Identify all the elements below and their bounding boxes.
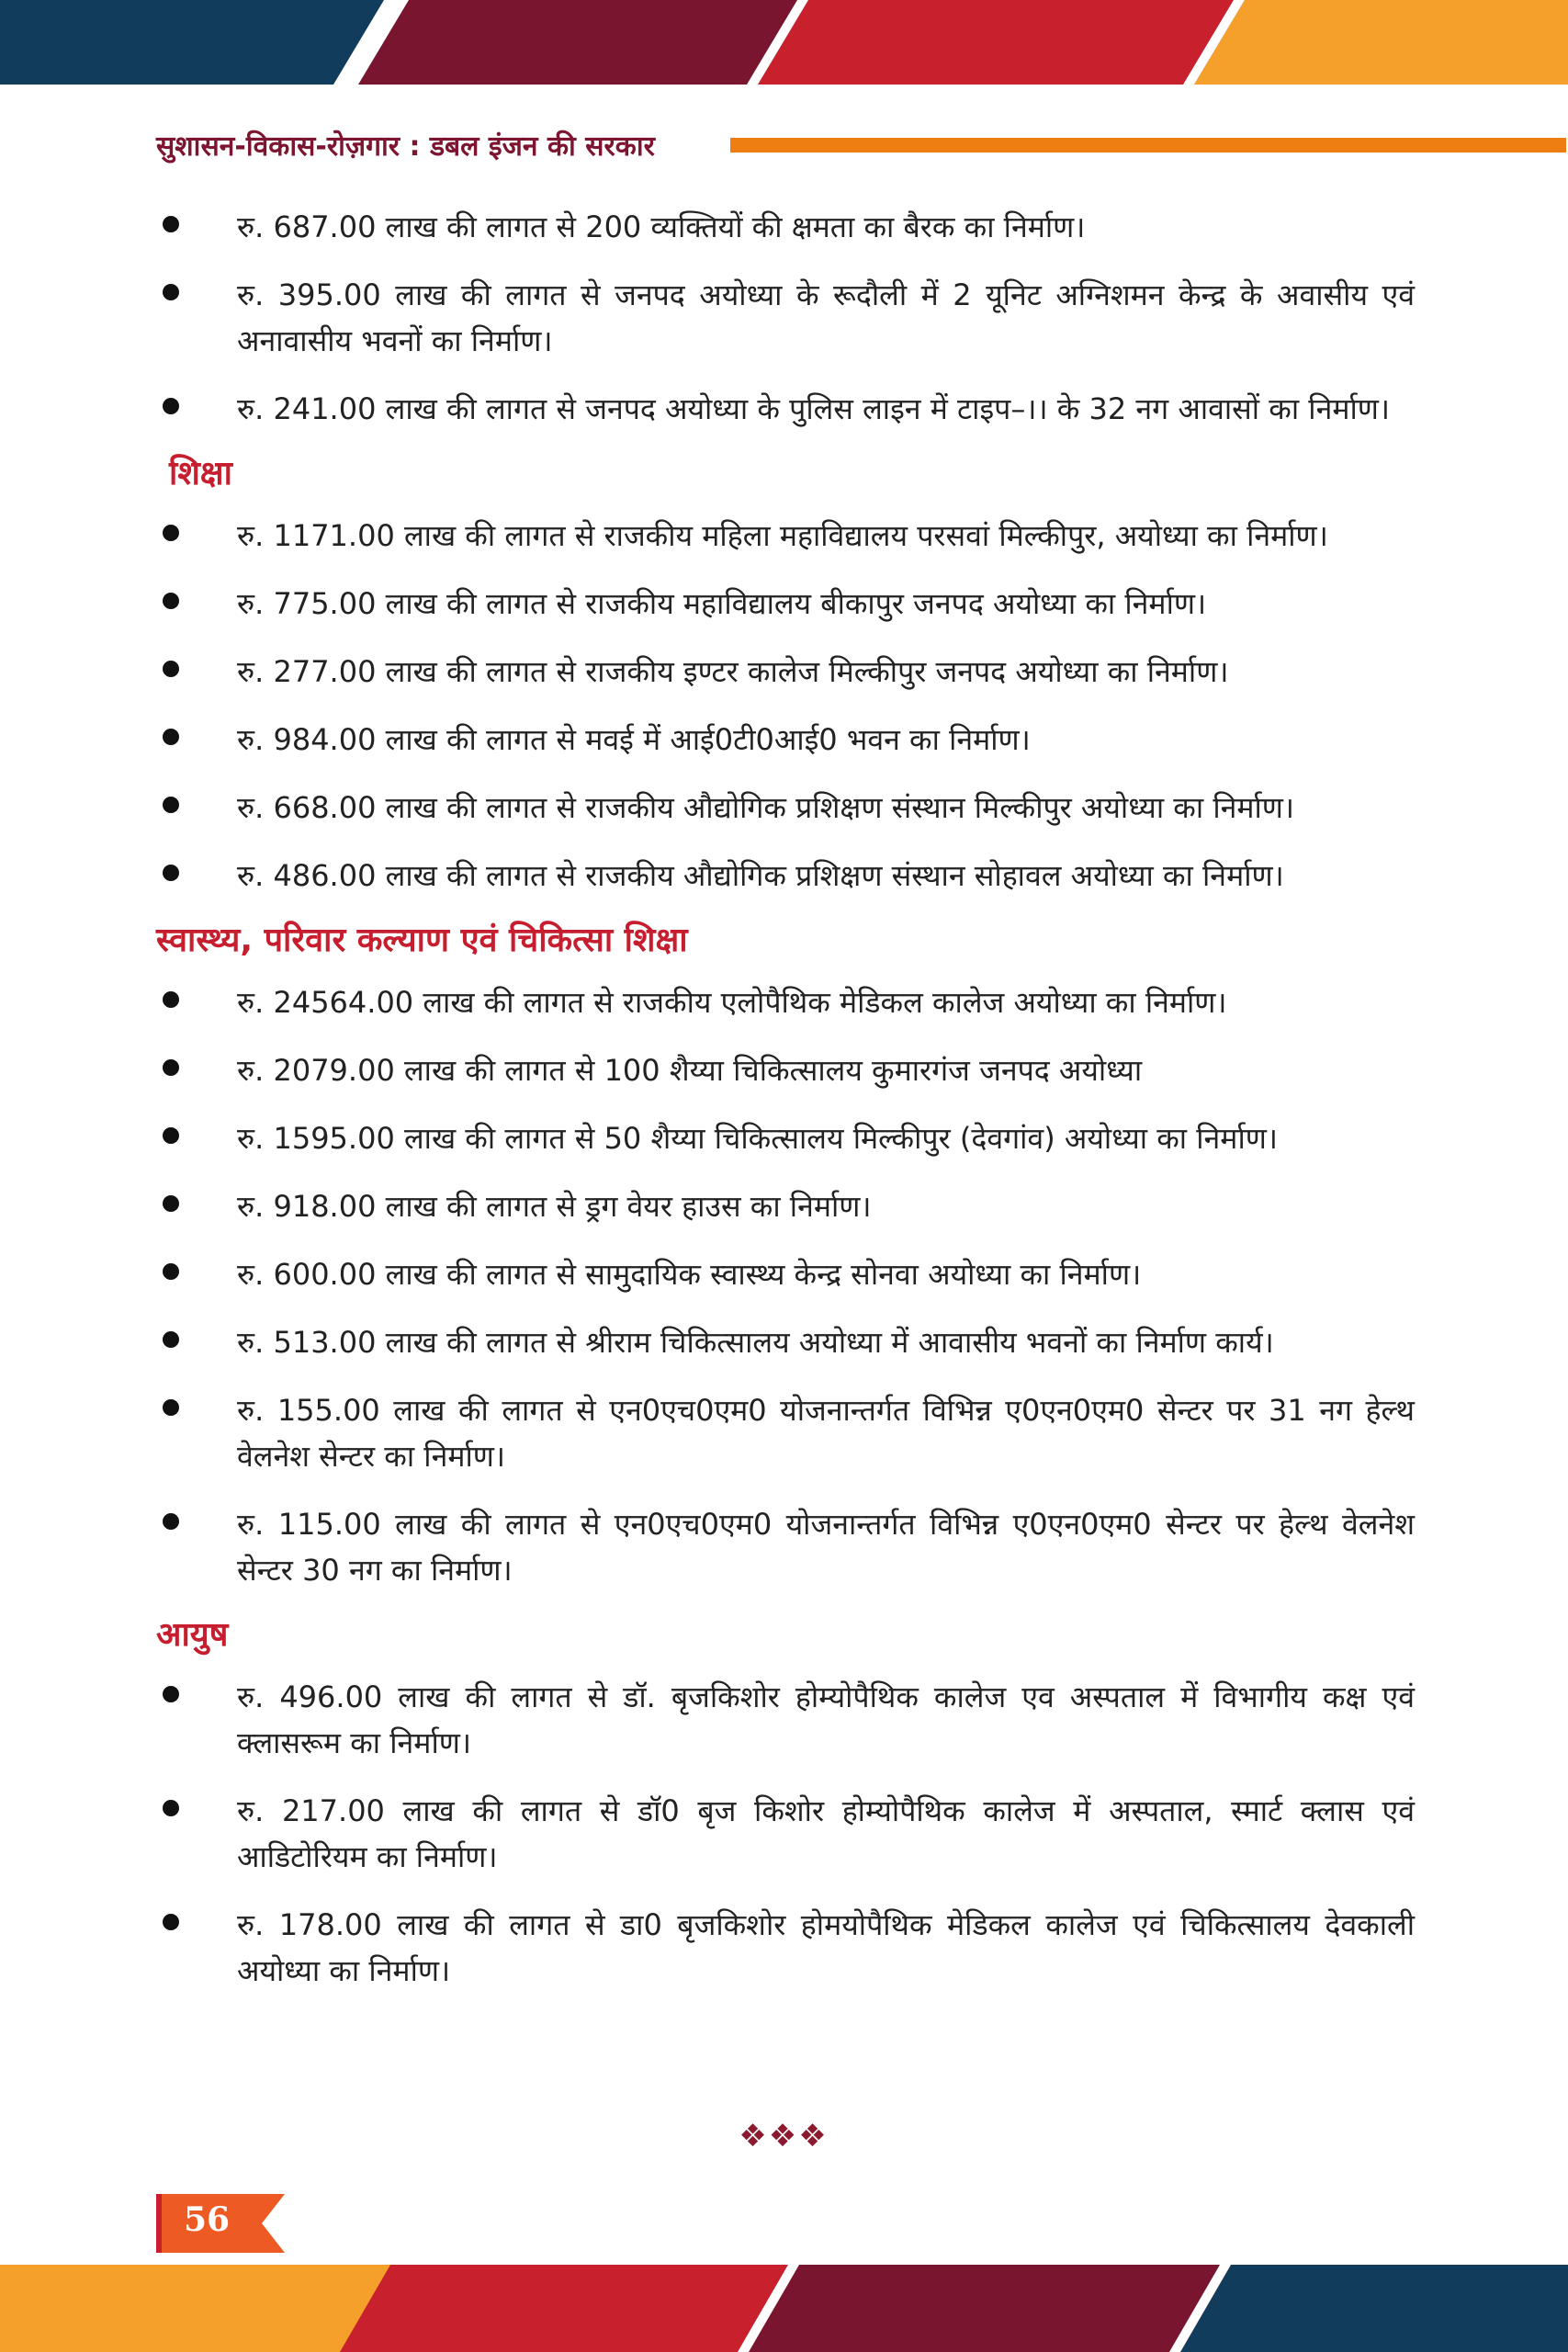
bullet-icon: [163, 593, 179, 609]
bullet-icon: [163, 991, 179, 1008]
list-item: रु. 984.00 लाख की लागत से मवई में आई0टी0आई0 भवन का निर्माण।: [156, 717, 1415, 763]
page-header: [156, 129, 1415, 165]
bullet-icon: [163, 1127, 179, 1144]
bullet-icon: [163, 1513, 179, 1530]
list-item: रु. 115.00 लाख की लागत से एन0एच0एम0 योजनान्तर्गत विभिन्न ए0एन0एम0 सेन्टर पर हेल्थ वेलनेश सेन्टर 30 नग का निर्माण।: [156, 1501, 1415, 1593]
main-content: [156, 204, 1415, 2016]
list-item: रु. 395.00 लाख की लागत से जनपद अयोध्या के रूदौली में 2 यूनिट अग्निशमन केन्द्र के अवासीय एवं अनावासीय भवनों का निर्माण।: [156, 272, 1415, 364]
bullet-icon: [163, 1800, 179, 1816]
bullet-icon: [163, 865, 179, 881]
education-list: [156, 513, 1415, 899]
bottom-color-band: [0, 2265, 1568, 2352]
section-heading-education: शिक्षा: [169, 455, 232, 492]
bullet-icon: [163, 661, 179, 677]
list-item: रु. 513.00 लाख की लागत से श्रीराम चिकित्सालय अयोध्या में आवासीय भवनों का निर्माण कार्य।: [156, 1319, 1415, 1365]
list-item: रु. 24564.00 लाख की लागत से राजकीय एलोपैथिक मेडिकल कालेज अयोध्या का निर्माण।: [156, 979, 1415, 1025]
list-item: रु. 178.00 लाख की लागत से डा0 बृजकिशोर होमयोपैथिक मेडिकल कालेज एवं चिकित्सालय देवकाली अयोध्या का निर्माण।: [156, 1902, 1415, 1994]
header-title: सुशासन-विकास-रोज़गार : डबल इंजन की सरकार: [156, 130, 655, 163]
intro-list: [156, 204, 1415, 432]
bullet-icon: [163, 729, 179, 745]
bullet-icon: [163, 1195, 179, 1212]
list-item: रु. 687.00 लाख की लागत से 200 व्यक्तियों की क्षमता का बैरक का निर्माण।: [156, 204, 1415, 250]
header-rule: [730, 138, 1566, 153]
list-item: रु. 486.00 लाख की लागत से राजकीय औद्योगिक प्रशिक्षण संस्थान सोहावल अयोध्या का निर्माण।: [156, 853, 1415, 899]
list-item: रु. 600.00 लाख की लागत से सामुदायिक स्वास्थ्य केन्द्र सोनवा अयोध्या का निर्माण।: [156, 1251, 1415, 1297]
top-color-band: [0, 0, 1568, 85]
list-item: रु. 241.00 लाख की लागत से जनपद अयोध्या के पुलिस लाइन में टाइप–।। के 32 नग आवासों का निर्माण।: [156, 386, 1415, 432]
list-item: रु. 668.00 लाख की लागत से राजकीय औद्योगिक प्रशिक्षण संस्थान मिल्कीपुर अयोध्या का निर्माण।: [156, 785, 1415, 831]
bullet-icon: [163, 1263, 179, 1280]
list-item: रु. 217.00 लाख की लागत से डॉ0 बृज किशोर होम्योपैथिक कालेज में अस्पताल, स्मार्ट क्लास एवं आडिटोरियम का निर्माण।: [156, 1788, 1415, 1880]
bullet-icon: [163, 398, 179, 414]
list-item: रु. 155.00 लाख की लागत से एन0एच0एम0 योजनान्तर्गत विभिन्न ए0एन0एम0 सेन्टर पर 31 नग हेल्थ वेलनेश सेन्टर का निर्माण।: [156, 1387, 1415, 1479]
bullet-icon: [163, 1686, 179, 1702]
bullet-icon: [163, 1331, 179, 1348]
ayush-list: [156, 1674, 1415, 1994]
list-item: रु. 2079.00 लाख की लागत से 100 शैय्या चिकित्सालय कुमारगंज जनपद अयोध्या: [156, 1047, 1415, 1093]
list-item: रु. 277.00 लाख की लागत से राजकीय इण्टर कालेज मिल्कीपुर जनपद अयोध्या का निर्माण।: [156, 649, 1415, 695]
section-heading-ayush: आयुष: [156, 1616, 229, 1654]
section-end-ornament: ❖❖❖: [739, 2118, 829, 2154]
health-list: [156, 979, 1415, 1593]
list-item: रु. 918.00 लाख की लागत से ड्रग वेयर हाउस का निर्माण।: [156, 1183, 1415, 1229]
list-item: रु. 1595.00 लाख की लागत से 50 शैय्या चिकित्सालय मिल्कीपुर (देवगांव) अयोध्या का निर्माण।: [156, 1115, 1415, 1161]
bullet-icon: [163, 284, 179, 300]
bullet-icon: [163, 525, 179, 541]
bullet-icon: [163, 1399, 179, 1416]
bullet-icon: [163, 1059, 179, 1076]
list-item: रु. 775.00 लाख की लागत से राजकीय महाविद्यालय बीकापुर जनपद अयोध्या का निर्माण।: [156, 581, 1415, 627]
list-item: रु. 1171.00 लाख की लागत से राजकीय महिला महाविद्यालय परसवां मिल्कीपुर, अयोध्या का निर्माण।: [156, 513, 1415, 559]
page-number: 56: [184, 2200, 231, 2239]
section-heading-health: स्वास्थ्य, परिवार कल्याण एवं चिकित्सा शिक्षा: [156, 922, 688, 959]
bullet-icon: [163, 1914, 179, 1930]
bullet-icon: [163, 797, 179, 813]
bullet-icon: [163, 216, 179, 232]
list-item: रु. 496.00 लाख की लागत से डॉ. बृजकिशोर होम्योपैथिक कालेज एव अस्पताल में विभागीय कक्ष एवं क्लासरूम का निर्माण।: [156, 1674, 1415, 1766]
